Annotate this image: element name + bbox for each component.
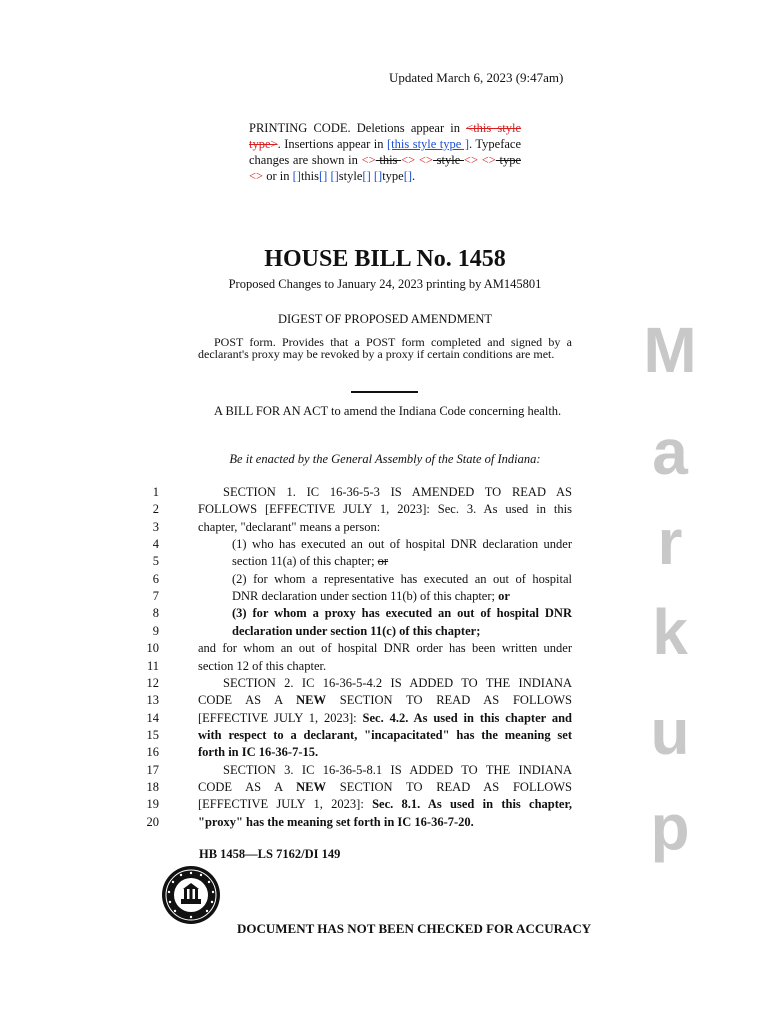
bill-line bbox=[0, 676, 770, 693]
bill-footer-id: HB 1458—LS 7162/DI 149 bbox=[199, 847, 341, 861]
typeface-marker: <> <> bbox=[401, 153, 433, 167]
typeface-sample: this bbox=[375, 153, 402, 167]
line-text bbox=[198, 693, 572, 708]
enacting-clause: Be it enacted by the General Assembly of the State of Indiana: bbox=[229, 452, 541, 466]
line-segment: Sec. 4.2. As used in this chapter and bbox=[362, 710, 572, 725]
typeface-sample: this bbox=[300, 169, 320, 183]
line-text bbox=[232, 589, 572, 604]
line-number: 19 bbox=[146, 797, 159, 812]
line-segment: SECTION 1. IC 16-36-5-3 IS AMENDED TO READ AS bbox=[223, 485, 572, 499]
line-segment: "proxy" has the meaning set forth in IC 16-36-7-20. bbox=[198, 814, 474, 829]
typeface-marker: <> bbox=[361, 153, 376, 167]
typeface-sample: type bbox=[495, 153, 521, 167]
line-segment: (1) who has executed an out of hospital DNR declaration under bbox=[232, 537, 572, 552]
insertion-sample: [this style type ] bbox=[387, 137, 469, 151]
line-segment: CODE AS A bbox=[198, 779, 297, 794]
printing-code-text: . Insertions appear in bbox=[277, 137, 387, 151]
watermark-letter: a bbox=[652, 416, 688, 488]
watermark-letter: p bbox=[650, 791, 690, 863]
accuracy-notice: DOCUMENT HAS NOT BEEN CHECKED FOR ACCURACY bbox=[237, 921, 592, 936]
line-text bbox=[198, 520, 572, 535]
watermark-letter: k bbox=[652, 596, 688, 668]
updated-timestamp: Updated March 6, 2023 (9:47am) bbox=[389, 70, 564, 85]
line-segment: declaration under section 11(c) of this chapter; bbox=[232, 623, 481, 638]
digest-body: POST form. Provides that a POST form completed and signed by a declarant's proxy may be revoked by a proxy if certain conditions are met. bbox=[198, 335, 572, 361]
line-segment: and for whom an out of hospital DNR order has been written under bbox=[198, 641, 572, 656]
line-number: 6 bbox=[152, 571, 159, 586]
typeface-sample: style bbox=[338, 169, 363, 183]
line-text bbox=[232, 624, 572, 639]
line-text bbox=[198, 797, 572, 812]
line-number: 2 bbox=[152, 502, 159, 517]
line-text bbox=[198, 815, 572, 830]
bill-title: HOUSE BILL No. 1458 bbox=[264, 246, 506, 272]
line-text bbox=[232, 606, 572, 621]
line-segment: NEW bbox=[296, 693, 327, 708]
line-segment: (3) for whom a proxy has executed an out of hospital DNR bbox=[232, 606, 572, 621]
line-segment: chapter, "declarant" means a person: bbox=[198, 519, 381, 534]
line-number: 12 bbox=[146, 675, 159, 690]
state-seal-logo bbox=[161, 865, 221, 925]
line-number: 8 bbox=[152, 606, 159, 621]
typeface-marker: <> <> bbox=[463, 153, 496, 167]
line-segment: or bbox=[377, 554, 389, 569]
typeface-sample: type bbox=[382, 169, 404, 183]
line-text bbox=[232, 554, 572, 569]
line-number: 1 bbox=[152, 485, 159, 499]
line-segment: (2) for whom a representative has executed an out of hospital bbox=[232, 571, 572, 586]
typeface-sample: style bbox=[432, 153, 464, 167]
proposed-changes: Proposed Changes to January 24, 2023 printing by AM145801 bbox=[228, 277, 542, 291]
watermark-letter: r bbox=[657, 506, 683, 578]
line-number: 18 bbox=[146, 779, 159, 794]
line-text bbox=[198, 763, 572, 778]
bill-line bbox=[0, 572, 770, 589]
line-number: 10 bbox=[146, 641, 159, 656]
line-segment: SECTION TO READ AS FOLLOWS bbox=[326, 779, 572, 794]
line-number: 5 bbox=[152, 554, 159, 569]
line-number: 20 bbox=[146, 814, 159, 829]
line-number: 17 bbox=[146, 762, 159, 777]
line-segment: NEW bbox=[296, 779, 327, 794]
line-text bbox=[232, 537, 572, 552]
line-text bbox=[198, 728, 572, 743]
line-number: 11 bbox=[146, 658, 159, 673]
line-text bbox=[198, 745, 572, 760]
line-text bbox=[198, 641, 572, 656]
watermark-letter: M bbox=[643, 314, 697, 386]
printing-code-text: . Typeface changes are shown in bbox=[249, 137, 522, 167]
line-text bbox=[198, 502, 572, 517]
line-segment: [EFFECTIVE JULY 1, 2023]: bbox=[198, 710, 363, 725]
line-segment: or bbox=[498, 589, 510, 604]
line-number: 13 bbox=[146, 693, 159, 708]
typeface-marker: [] bbox=[403, 169, 413, 183]
typeface-marker: [] bbox=[292, 169, 301, 183]
line-number: 16 bbox=[146, 745, 159, 760]
line-number: 3 bbox=[152, 519, 159, 534]
line-segment: SECTION 2. IC 16-36-5-4.2 IS ADDED TO THE INDIANA bbox=[223, 675, 572, 690]
line-segment: section 11(a) of this chapter; bbox=[232, 554, 378, 569]
line-number: 7 bbox=[152, 589, 159, 604]
typeface-marker: [] [] bbox=[319, 169, 339, 183]
line-number: 9 bbox=[152, 623, 159, 638]
line-text bbox=[232, 572, 572, 587]
line-number: 15 bbox=[146, 727, 159, 742]
line-segment: CODE AS A bbox=[198, 693, 297, 708]
typeface-marker: [] [] bbox=[362, 169, 383, 183]
line-text bbox=[198, 780, 572, 795]
line-text bbox=[198, 485, 572, 500]
line-text bbox=[198, 659, 572, 674]
watermark-letter: u bbox=[650, 696, 690, 768]
a-bill-for-an-act: A BILL FOR AN ACT to amend the Indiana Code concerning health. bbox=[214, 404, 562, 418]
line-segment: SECTION TO READ AS FOLLOWS bbox=[326, 693, 572, 708]
line-segment: [EFFECTIVE JULY 1, 2023]: bbox=[198, 797, 373, 812]
line-segment: section 12 of this chapter. bbox=[198, 658, 327, 673]
line-segment: Sec. 8.1. As used in this chapter, bbox=[372, 797, 572, 812]
printing-code-legend bbox=[249, 120, 521, 184]
typeface-marker: <> bbox=[249, 169, 264, 183]
printing-code-text: or in bbox=[263, 169, 293, 183]
deletion-sample: <this style type> bbox=[249, 121, 522, 151]
line-text bbox=[198, 676, 572, 691]
printing-code-text: PRINTING CODE. Deletions appear in bbox=[249, 121, 467, 135]
line-segment: DNR declaration under section 11(b) of this chapter; bbox=[232, 589, 499, 604]
section-divider bbox=[351, 391, 418, 393]
line-text bbox=[198, 711, 572, 726]
line-number: 14 bbox=[146, 710, 159, 725]
line-segment: SECTION 3. IC 16-36-5-8.1 IS ADDED TO THE INDIANA bbox=[223, 762, 572, 777]
printing-code-text: . bbox=[412, 169, 416, 183]
line-segment: forth in IC 16-36-7-15. bbox=[198, 745, 319, 760]
line-segment: FOLLOWS [EFFECTIVE JULY 1, 2023]: Sec. 3. As used in this bbox=[198, 502, 572, 517]
digest-heading: DIGEST OF PROPOSED AMENDMENT bbox=[277, 312, 493, 326]
line-segment: with respect to a declarant, "incapacitated" has the meaning set bbox=[198, 727, 572, 742]
line-number: 4 bbox=[152, 537, 159, 552]
